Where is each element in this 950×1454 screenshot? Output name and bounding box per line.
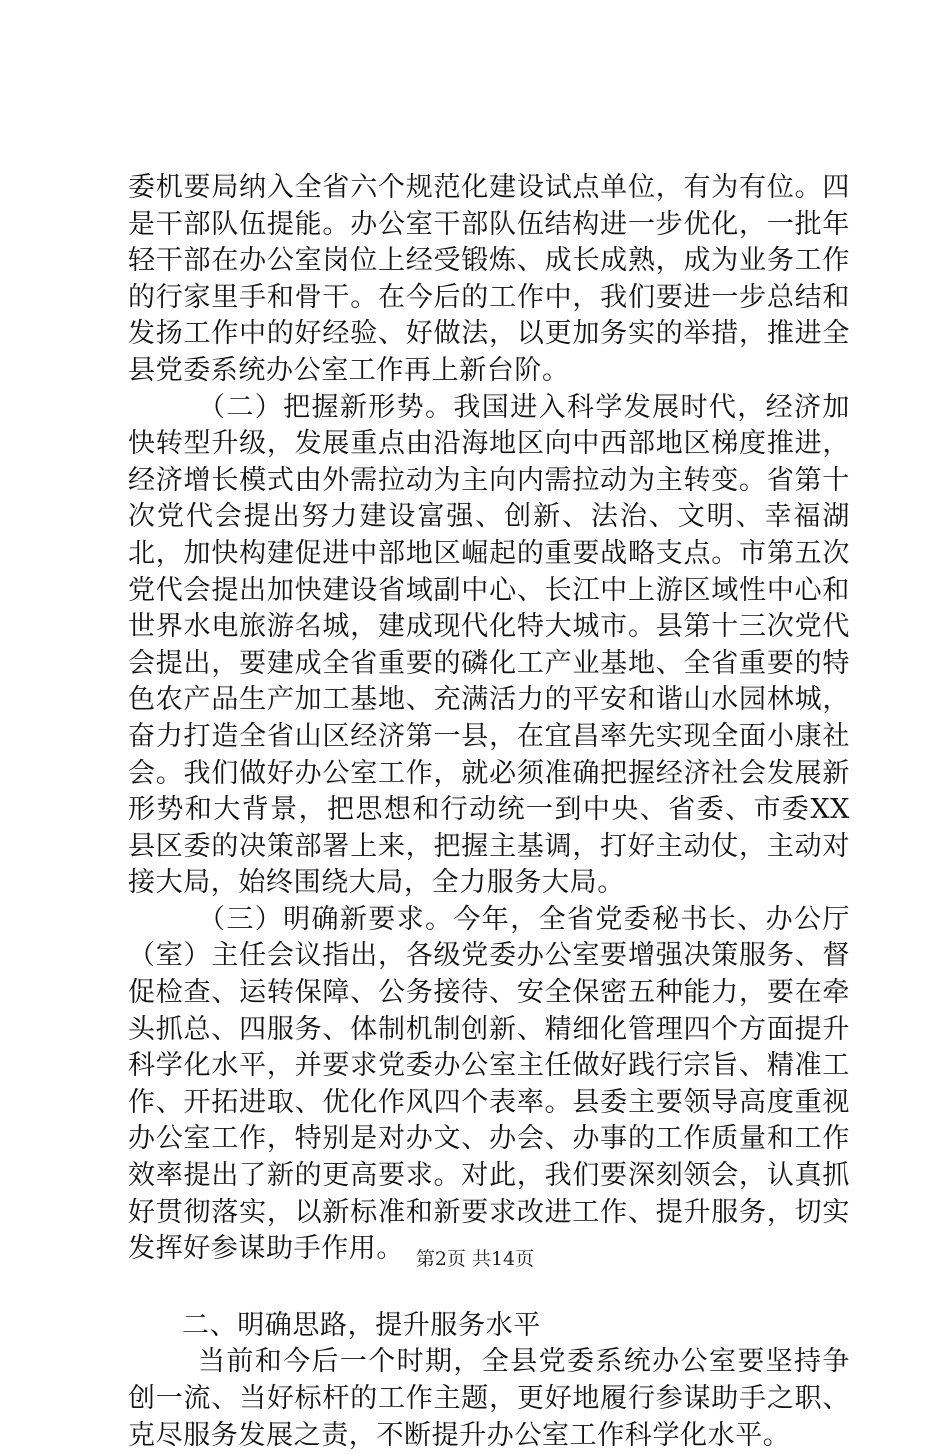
paragraph-closing: 当前和今后一个时期，全县党委系统办公室要坚持争创一流、当好标杆的工作主题，更好地履行参谋助手之职、克尽服务发展之责，不断提升办公室工作科学化水平。 [128,1346,850,1451]
paragraph-new-situation: （二）把握新形势。我国进入科学发展时代，经济加快转型升级，发展重点由沿海地区向中西部地区梯度推进，经济增长模式由外需拉动为主向内需拉动为主转变。省第十次党代会提出努力建设富强、创新、法治、文明、幸福湖北，加快构建促进中部地区崛起的重要战略支点。市第五次党代会提出加快建设省域副中心、长江中上游区域性中心和世界水电旅游名城，建成现代化特大城市。县第十三次党代会提出，要建成全省重要的磷化工产业基地、全省重要的特色农产品生产加工基地、充满活力的平安和谐山水园林城，奋力打造全省山区经济第一县，在宜昌率先实现全面小康社会。我们做好办公室工作，就必须准确把握经济社会发展新形势和大背景，把思想和行动统一到中央、省委、市委XX县区委的决策部署上来，把握主基调，打好主动仗，主动对接大局，始终围绕大局，全力服务大局。 [128,391,850,899]
paragraph-continuation: 委机要局纳入全省六个规范化建设试点单位，有为有位。四是干部队伍提能。办公室干部队伍结构进一步优化，一批年轻干部在办公室岗位上经受锻炼、成长成熟，成为业务工作的行家里手和骨干。在今后的工作中，我们要进一步总结和发扬工作中的好经验、好做法，以更加务实的举措，推进全县党委系统办公室工作再上新台阶。 [128,172,850,386]
page-number-footer: 第2页 共14页 [415,1248,535,1270]
paragraph-new-requirements: （三）明确新要求。今年，全省党委秘书长、办公厅（室）主任会议指出，各级党委办公室要增强决策服务、督促检查、运转保障、公务接待、安全保密五种能力，要在牵头抓总、四服务、体制机制创新、精细化管理四个方面提升科学化水平，并要求党委办公室主任做好践行宗旨、精准工作、开拓进取、优化作风四个表率。县委主要领导高度重视办公室工作，特别是对办文、办会、办事的工作质量和工作效率提出了新的更高要求。对此，我们要深刻领会，认真抓好贯彻落实，以新标准和新要求改进工作、提升服务，切实发挥好参谋助手作用。 [128,903,850,1265]
section-heading: 二、明确思路，提升服务水平 [182,1309,541,1341]
